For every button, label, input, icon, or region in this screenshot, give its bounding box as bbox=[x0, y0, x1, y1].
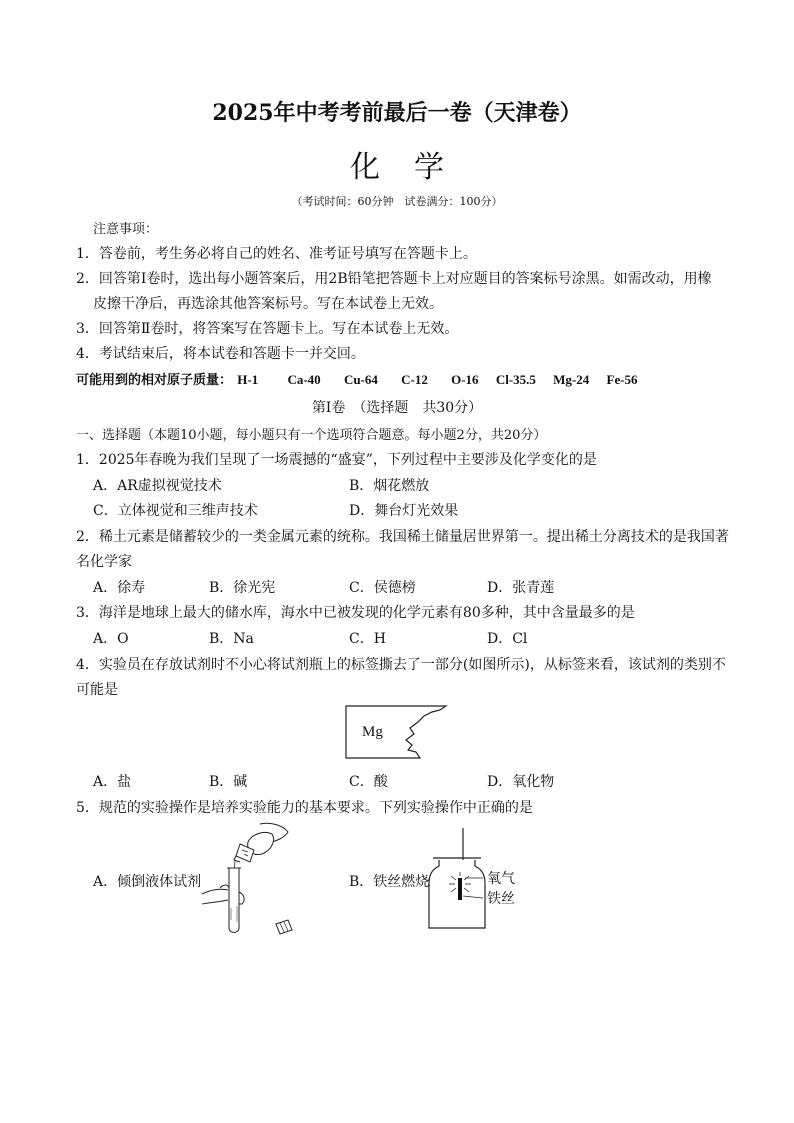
question-4-stem-cont: 可能是 bbox=[76, 682, 118, 698]
atomic-mass-item: H-1 bbox=[237, 372, 259, 387]
figure-label-oxygen: 氧气 bbox=[487, 871, 515, 887]
torn-label-figure bbox=[340, 700, 450, 762]
q2-option-b[interactable]: B．徐光宪 bbox=[209, 580, 276, 596]
q5-option-b[interactable]: B．铁丝燃烧 bbox=[349, 874, 430, 890]
q4-option-c[interactable]: C．酸 bbox=[349, 774, 388, 790]
subject-title: 化学 bbox=[350, 150, 478, 185]
q4-option-b[interactable]: B．碱 bbox=[209, 774, 248, 790]
note-item: 1．答卷前，考生务必将自己的姓名、准考证号填写在答题卡上。 bbox=[76, 246, 477, 262]
q5-option-a[interactable]: A．倾倒液体试剂 bbox=[93, 874, 202, 890]
q3-option-d[interactable]: D．Cl bbox=[487, 631, 528, 647]
note-item: 2．回答第Ⅰ卷时，选出每小题答案后，用2B铅笔把答题卡上对应题目的答案标号涂黑。如需改动，用橡 bbox=[76, 271, 712, 287]
section-title: 第Ⅰ卷 （选择题 共30分） bbox=[311, 400, 483, 416]
q1-option-c[interactable]: C．立体视觉和三维声技术 bbox=[93, 503, 258, 519]
pouring-liquid-figure bbox=[198, 820, 298, 940]
question-1-stem: 1．2025年春晚为我们呈现了一场震撼的“盛宴”，下列过程中主要涉及化学变化的是 bbox=[76, 452, 597, 468]
q3-option-c[interactable]: C．H bbox=[349, 631, 386, 647]
atomic-mass-item: Fe-56 bbox=[606, 372, 638, 387]
q1-option-d[interactable]: D．舞台灯光效果 bbox=[349, 503, 459, 519]
atomic-mass-item: Cu-64 bbox=[343, 372, 378, 387]
atomic-masses-label: 可能用到的相对原子质量： bbox=[76, 372, 233, 387]
question-5-stem: 5．规范的实验操作是培养实验能力的基本要求。下列实验操作中正确的是 bbox=[76, 800, 533, 816]
q1-option-b[interactable]: B．烟花燃放 bbox=[349, 478, 430, 494]
atomic-mass-item: C-12 bbox=[401, 372, 428, 387]
q3-option-a[interactable]: A．O bbox=[93, 631, 129, 647]
q4-option-a[interactable]: A．盐 bbox=[93, 774, 132, 790]
section-instruction: 一、选择题（本题10小题，每小题只有一个选项符合题意。每小题2分，共20分） bbox=[76, 428, 547, 443]
q2-option-a[interactable]: A．徐寿 bbox=[93, 580, 146, 596]
exam-info: （考试时间：60分钟 试卷满分：100分） bbox=[291, 195, 503, 208]
note-item: 4．考试结束后，将本试卷和答题卡一并交回。 bbox=[76, 346, 365, 362]
notes-heading: 注意事项： bbox=[93, 222, 159, 237]
atomic-mass-item: Ca-40 bbox=[287, 372, 321, 387]
atomic-mass-item: Mg-24 bbox=[553, 372, 590, 387]
note-item: 皮擦干净后，再选涂其他答案标号。写在本试卷上无效。 bbox=[93, 296, 443, 312]
iron-wire-burning-figure bbox=[425, 828, 495, 934]
note-item: 3．回答第Ⅱ卷时，将答案写在答题卡上。写在本试卷上无效。 bbox=[76, 321, 459, 337]
atomic-mass-item: Cl-35.5 bbox=[495, 372, 536, 387]
exam-title: 2025年中考考前最后一卷（天津卷） bbox=[212, 100, 582, 126]
question-2-stem: 2．稀土元素是储蓄较少的一类金属元素的统称。我国稀土储量居世界第一。提出稀土分离技术的是我国著 bbox=[76, 529, 729, 545]
q3-option-b[interactable]: B．Na bbox=[209, 631, 254, 647]
atomic-mass-item: O-16 bbox=[451, 372, 479, 387]
figure-label-iron-wire: 铁丝 bbox=[487, 891, 515, 907]
question-4-stem: 4．实验员在存放试剂时不小心将试剂瓶上的标签撕去了一部分(如图所示)，从标签来看，该试剂的类别不 bbox=[76, 657, 726, 673]
question-2-stem-cont: 名化学家 bbox=[76, 554, 132, 570]
question-3-stem: 3．海洋是地球上最大的储水库，海水中已被发现的化学元素有80多种，其中含量最多的是 bbox=[76, 605, 635, 621]
q2-option-c[interactable]: C．侯德榜 bbox=[349, 580, 416, 596]
q4-option-d[interactable]: D．氧化物 bbox=[487, 774, 555, 790]
atomic-masses-line bbox=[76, 369, 652, 388]
q1-option-a[interactable]: A．AR虚拟视觉技术 bbox=[93, 478, 222, 494]
label-text: Mg bbox=[362, 724, 383, 740]
q2-option-d[interactable]: D．张青莲 bbox=[487, 580, 555, 596]
